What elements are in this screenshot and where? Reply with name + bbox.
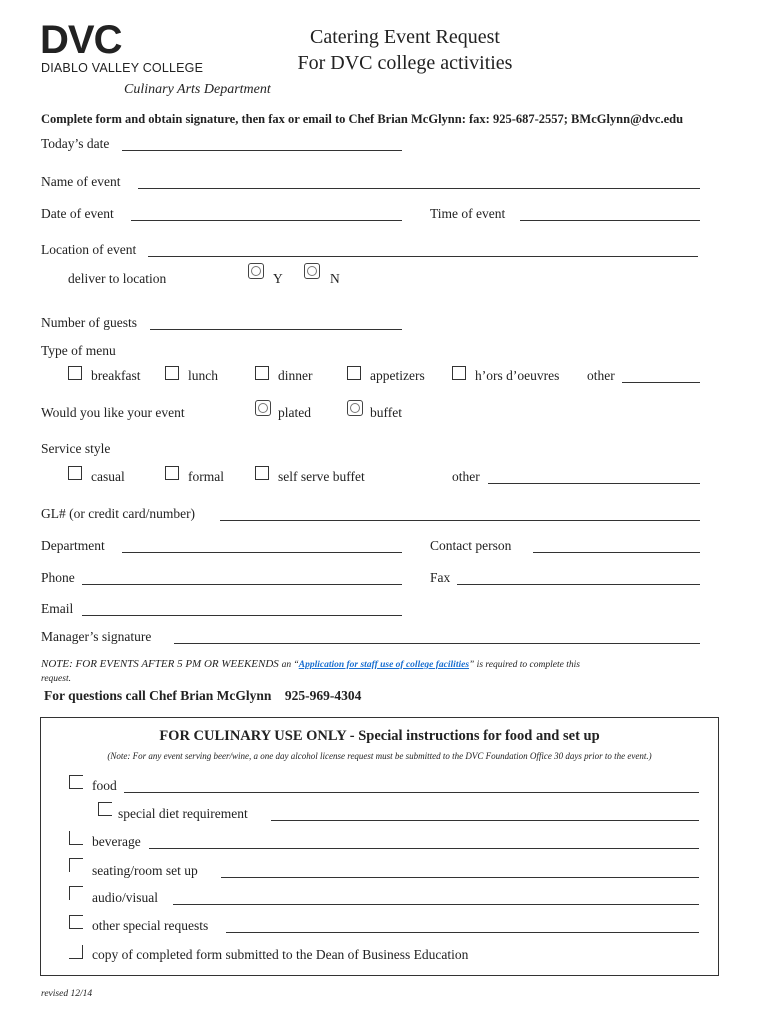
lunch-label: lunch xyxy=(188,368,218,383)
special-diet-checkbox[interactable] xyxy=(98,802,112,816)
plated-label: plated xyxy=(278,405,311,420)
self-serve-buffet-label: self serve buffet xyxy=(278,469,365,484)
name-of-event-label: Name of event xyxy=(41,174,121,189)
beverage-checkbox[interactable] xyxy=(69,831,83,845)
number-of-guests-label: Number of guests xyxy=(41,315,137,330)
casual-checkbox[interactable] xyxy=(68,466,82,480)
note-prefix: NOTE: FOR EVENTS AFTER 5 PM OR WEEKENDS xyxy=(41,658,279,670)
deliver-yes-radio[interactable] xyxy=(248,263,264,279)
time-of-event-label: Time of event xyxy=(430,206,506,221)
would-you-like-label: Would you like your event xyxy=(41,405,185,420)
gl-field[interactable] xyxy=(220,520,700,521)
service-other-label: other xyxy=(452,469,480,484)
formal-label: formal xyxy=(188,469,224,484)
copy-submitted-checkbox[interactable] xyxy=(69,945,83,959)
breakfast-checkbox[interactable] xyxy=(68,366,82,380)
copy-submitted-label: copy of completed form submitted to the Dean of Business Education xyxy=(92,947,469,962)
dinner-checkbox[interactable] xyxy=(255,366,269,380)
service-style-label: Service style xyxy=(41,441,111,456)
todays-date-field[interactable] xyxy=(122,150,402,151)
culinary-note: (Note: For any event serving beer/wine, a one day alcohol license request must be submitted to the DVC Foundation Office 30 days prior to the event.) xyxy=(107,751,652,761)
number-of-guests-field[interactable] xyxy=(150,329,402,330)
revised-date: revised 12/14 xyxy=(41,989,93,999)
date-of-event-label: Date of event xyxy=(41,206,114,221)
seating-checkbox[interactable] xyxy=(69,858,83,872)
dvc-logo: DVC xyxy=(40,18,122,62)
managers-signature-label: Manager’s signature xyxy=(41,629,152,644)
special-diet-label: special diet requirement xyxy=(118,806,248,821)
note-suffix: ” is required to complete this xyxy=(469,660,580,670)
location-of-event-field[interactable] xyxy=(148,256,698,257)
beverage-label: beverage xyxy=(92,834,141,849)
hors-doeuvres-label: h’ors d’oeuvres xyxy=(475,368,560,383)
other-requests-field[interactable] xyxy=(226,932,699,933)
breakfast-label: breakfast xyxy=(91,368,141,383)
date-of-event-field[interactable] xyxy=(131,220,402,221)
menu-other-field[interactable] xyxy=(622,382,700,383)
fax-label: Fax xyxy=(430,570,451,585)
questions-contact: For questions call Chef Brian McGlynn 925-969-4304 xyxy=(44,688,362,703)
service-other-field[interactable] xyxy=(488,483,700,484)
email-label: Email xyxy=(41,601,74,616)
deliver-no-label: N xyxy=(330,271,340,286)
phone-label: Phone xyxy=(41,570,75,585)
note-suffix-2: request. xyxy=(41,674,71,684)
beverage-field[interactable] xyxy=(149,848,699,849)
appetizers-checkbox[interactable] xyxy=(347,366,361,380)
buffet-label: buffet xyxy=(370,405,402,420)
email-field[interactable] xyxy=(82,615,402,616)
casual-label: casual xyxy=(91,469,125,484)
title-line-2: For DVC college activities xyxy=(297,52,513,74)
events-note xyxy=(41,658,580,670)
lunch-checkbox[interactable] xyxy=(165,366,179,380)
food-label: food xyxy=(92,778,117,793)
culinary-title: FOR CULINARY USE ONLY - Special instructions for food and set up xyxy=(159,728,600,744)
seating-field[interactable] xyxy=(221,877,699,878)
plated-radio[interactable] xyxy=(255,400,271,416)
culinary-use-box xyxy=(40,717,719,976)
food-field[interactable] xyxy=(124,792,699,793)
audio-visual-label: audio/visual xyxy=(92,890,158,905)
type-of-menu-label: Type of menu xyxy=(41,343,116,358)
audio-visual-checkbox[interactable] xyxy=(69,886,83,900)
phone-field[interactable] xyxy=(82,584,402,585)
managers-signature-field[interactable] xyxy=(174,643,700,644)
department-name: Culinary Arts Department xyxy=(124,82,271,97)
gl-label: GL# (or credit card/number) xyxy=(41,506,196,521)
contact-person-label: Contact person xyxy=(430,538,512,553)
appetizers-label: appetizers xyxy=(370,368,425,383)
deliver-to-location-label: deliver to location xyxy=(68,271,167,286)
instructions: Complete form and obtain signature, then fax or email to Chef Brian McGlynn: fax: 925-687-2557; BMcGlynn@dvc.edu xyxy=(41,112,684,126)
facilities-application-link[interactable]: Application for staff use of college facilities xyxy=(298,660,470,670)
deliver-yes-label: Y xyxy=(273,271,283,286)
formal-checkbox[interactable] xyxy=(165,466,179,480)
menu-other-label: other xyxy=(587,368,615,383)
name-of-event-field[interactable] xyxy=(138,188,700,189)
special-diet-field[interactable] xyxy=(271,820,699,821)
other-requests-checkbox[interactable] xyxy=(69,915,83,929)
buffet-radio[interactable] xyxy=(347,400,363,416)
deliver-no-radio[interactable] xyxy=(304,263,320,279)
dinner-label: dinner xyxy=(278,368,313,383)
contact-person-field[interactable] xyxy=(533,552,700,553)
other-requests-label: other special requests xyxy=(92,918,209,933)
note-an: an “ xyxy=(281,660,299,670)
department-label: Department xyxy=(41,538,105,553)
seating-label: seating/room set up xyxy=(92,863,198,878)
hors-doeuvres-checkbox[interactable] xyxy=(452,366,466,380)
food-checkbox[interactable] xyxy=(69,775,83,789)
self-serve-buffet-checkbox[interactable] xyxy=(255,466,269,480)
todays-date-label: Today’s date xyxy=(41,136,110,151)
audio-visual-field[interactable] xyxy=(173,904,699,905)
location-of-event-label: Location of event xyxy=(41,242,137,257)
title-line-1: Catering Event Request xyxy=(310,26,500,48)
college-name: DIABLO VALLEY COLLEGE xyxy=(41,61,204,75)
department-field[interactable] xyxy=(122,552,402,553)
fax-field[interactable] xyxy=(457,584,700,585)
page-title xyxy=(260,24,550,76)
time-of-event-field[interactable] xyxy=(520,220,700,221)
